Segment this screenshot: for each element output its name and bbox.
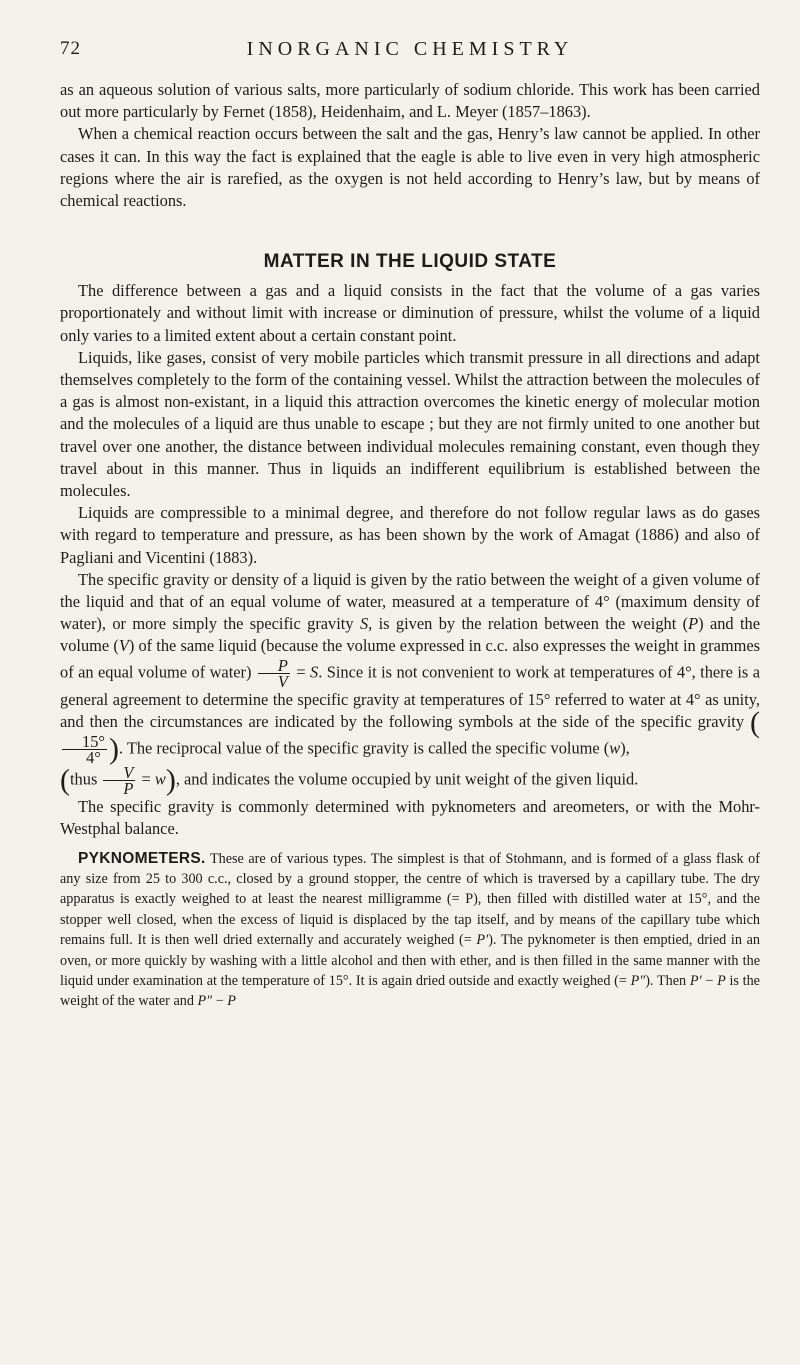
intro-paragraph-1: as an aqueous solution of various salts, more particularly of sodium chloride. This work has been carried out more particularly by Fernet (1858), Heidenhaim, and L. Meyer (1857–1863). — [60, 80, 760, 122]
liquid-paragraph-2: Liquids, like gases, consist of very mobile particles which transmit pressure in all directions and adapt themselves completely to the form of the containing vessel. Whilst the attraction between the molecules of a gas is almost non-existant, in a liquid this attraction overcomes the kinetic energy of molecular motion and the molecules of a liquid are thus unable to escape ; but they are not firmly united to one another but travel over one another, the distance between individual molecules remaining constant, even though they travel about in this manner. Thus in liquids an indifferent equilibrium is established between the molecules. — [60, 347, 760, 501]
page-number: 72 — [60, 38, 81, 59]
page-header — [60, 38, 760, 68]
pyknometers-paragraph: PYKNOMETERS. These are of various types. The simplest is that of Stohmann, and is formed of a glass flask of any size from 25 to 300 c.c., closed by a ground stopper, the centre of which is traversed by a capillary tube. The dry apparatus is exactly weighed to at least the nearest milligramme (= P), then filled with distilled water at 15°, and the stopper well closed, when the excess of liquid is displaced by the tap itself, and by means of the capillary tube which remains full. It is then well dried externally and accurately weighed (= P′). The pyknometer is then emptied, dried in an oven, or more quickly by washing with a little alcohol and then with ether, and is then filled in the same manner with the liquid under examination at the temperature of 15°. It is again dried outside and exactly weighed (= P″). Then P′ − P is the weight of the water and P″ − P — [60, 849, 760, 1010]
section-title: MATTER IN THE LIQUID STATE — [263, 251, 557, 273]
fraction-15-over-4: $\frac{15^\circ}{4^\circ}$ — [62, 734, 107, 765]
running-title: INORGANIC CHEMISTRY — [246, 38, 574, 60]
pyknometers-heading: PYKNOMETERS. — [78, 849, 206, 867]
pyknometers-section — [60, 849, 760, 1012]
fraction-p-over-v: $\frac{P}{V}$ — [258, 658, 290, 689]
specific-gravity-paragraph: The specific gravity or density of a liquid is given by the ratio between the weight of a given volume of the liquid and that of an equal volume of water, measured at a temperature of 4° (maximum density of water), or more simply the specific gravity S, is given by the relation between the weight (P) and the volume (V) of the same liquid (because the volume expressed in c.c. also expresses the weight in grammes of an equal volume of water) $\frac{P}{V}$ = S. Since it is not convenient to work at temperatures of 4°, there is a general agreement to determine the specific gravity at temperatures of 15° referred to water at 4° as unity, and then the circumstances are indicated by the following symbols at the side of the specific gravity ( $\frac{15^\circ}{4^\circ}$ ). The reciprocal value of the specific gravity is called the specific volume (w), (thus $\frac{V}{P}$ = w), and indicates the volume occupied by unit weight of the given liquid. — [60, 569, 761, 799]
page-body — [60, 79, 760, 1012]
liquid-paragraph-3: Liquids are compressible to a minimal degree, and therefore do not follow regular laws as do gases with regard to temperature and pressure, as has been shown by the work of Amagat (1886) and also of Pagliani and Vicentini (1883). — [60, 503, 760, 567]
intro-paragraph-2: When a chemical reaction occurs between the salt and the gas, Henry’s law cannot be applied. In other cases it can. In this way the fact is explained that the eagle is able to live even in very high atmospheric regions where the air is rarefied, as the oxygen is not held according to Henry’s law, but by means of chemical reactions. — [60, 124, 760, 211]
liquid-paragraph-1: The difference between a gas and a liquid consists in the fact that the volume of a gas varies proportionately and without limit with increase or diminution of pressure, whilst the volume of a liquid only varies to a limited extent about a certain constant point. — [60, 281, 760, 345]
specific-gravity-methods: The specific gravity is commonly determined with pyknometers and areometers, or with the Mohr-Westphal balance. — [60, 797, 760, 839]
fraction-v-over-p: $\frac{V}{P}$ — [103, 765, 135, 796]
